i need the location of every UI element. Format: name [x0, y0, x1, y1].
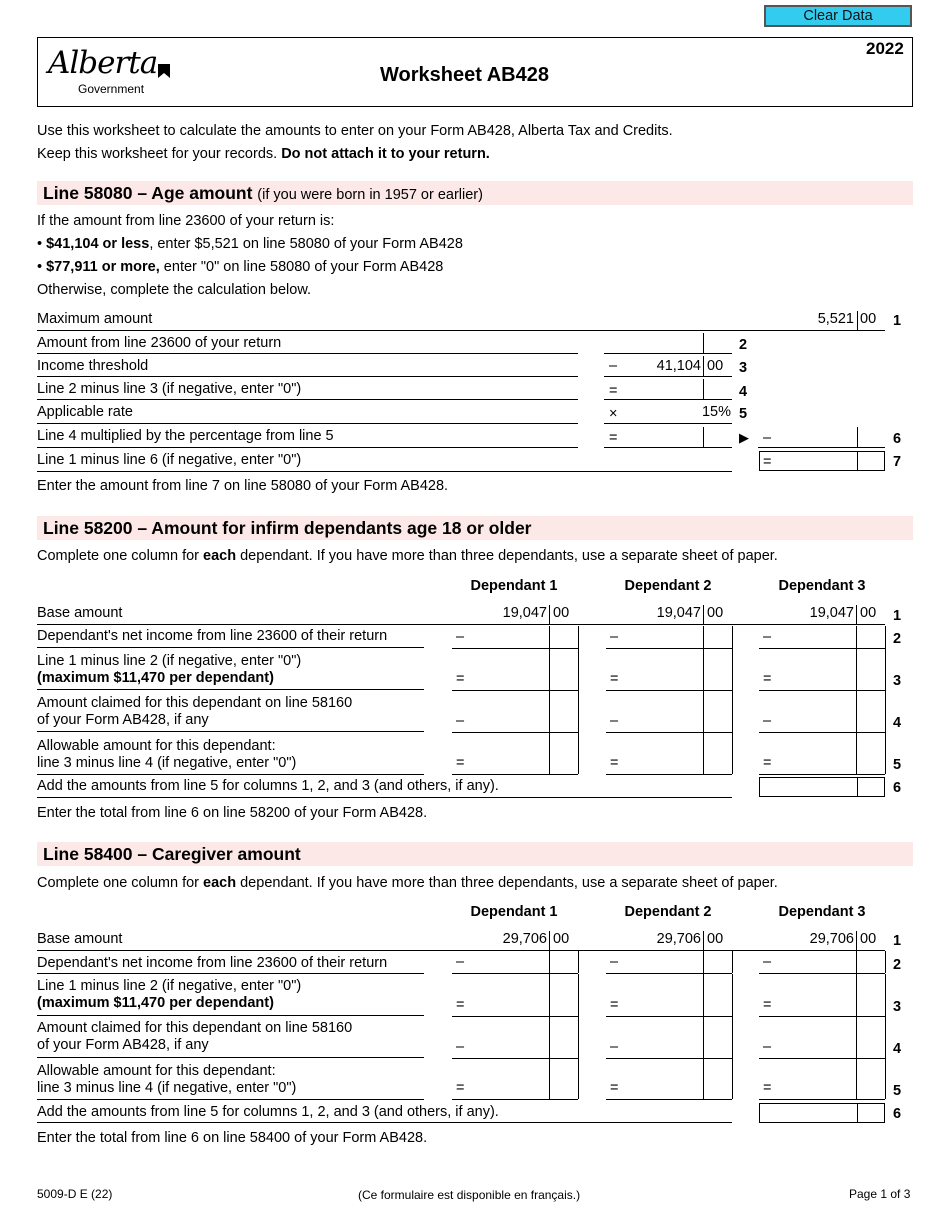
- minus-sign: –: [763, 954, 772, 970]
- line-number: 3: [893, 999, 902, 1015]
- column-divider: [578, 732, 579, 774]
- minus-sign: –: [763, 1039, 772, 1055]
- infirm-dep3-line4-input[interactable]: [779, 690, 885, 732]
- caregiver-total-input[interactable]: [759, 1103, 885, 1123]
- age-title-text: Line 58080 – Age amount: [43, 183, 253, 203]
- cents-divider: [549, 951, 550, 973]
- age-bullet-2-bold: $77,911 or more,: [46, 259, 160, 275]
- minus-sign: –: [456, 1039, 465, 1055]
- line-number: 6: [893, 431, 902, 447]
- infirm-base-label: Base amount: [37, 605, 123, 621]
- infirm-dep2-line2-input[interactable]: [626, 626, 732, 646]
- minus-sign: –: [610, 629, 619, 645]
- rule: [37, 731, 424, 732]
- minus-sign: –: [763, 713, 772, 729]
- rule: [604, 376, 732, 377]
- minus-sign: –: [763, 629, 772, 645]
- cents-divider: [856, 931, 857, 950]
- infirm-instr-post: dependant. If you have more than three dependants, use a separate sheet of paper.: [236, 548, 778, 564]
- caregiver-dep1-line2-input[interactable]: [472, 951, 578, 971]
- line-number: 1: [893, 608, 902, 624]
- age-row-1-label: Maximum amount: [37, 311, 153, 327]
- rule: [37, 423, 578, 424]
- equals-sign: =: [610, 671, 619, 687]
- cents-divider: [856, 605, 857, 624]
- line-number: 4: [739, 384, 748, 400]
- infirm-dep2-line5-input[interactable]: [626, 732, 732, 774]
- line-number: 7: [893, 454, 902, 470]
- rule: [37, 471, 732, 472]
- cents-divider: [703, 333, 704, 353]
- cents-divider: [703, 626, 704, 648]
- column-divider: [732, 648, 733, 690]
- age-row-3-label: Income threshold: [37, 358, 149, 374]
- infirm-dep1-line3-input[interactable]: [472, 648, 578, 690]
- rule: [37, 376, 578, 377]
- page-title: Worksheet AB428: [380, 64, 549, 86]
- age-line6-mid-input[interactable]: [624, 426, 732, 447]
- caregiver-row4-label-b: of your Form AB428, if any: [37, 1037, 209, 1053]
- equals-sign: =: [763, 1080, 772, 1096]
- infirm-col-head-2: Dependant 2: [624, 578, 712, 594]
- minus-sign: –: [456, 629, 465, 645]
- rule: [758, 447, 885, 448]
- rule: [759, 774, 885, 775]
- infirm-row3-label-b: (maximum $11,470 per dependant): [37, 670, 274, 686]
- age-bullet-1-bold: $41,104 or less: [46, 236, 150, 252]
- caregiver-dep2-base-cents: 00: [707, 931, 724, 947]
- infirm-col-head-1: Dependant 1: [470, 578, 558, 594]
- caregiver-dep2-line2-input[interactable]: [626, 951, 732, 971]
- cents-divider: [703, 1058, 704, 1099]
- infirm-row2-label: Dependant's net income from line 23600 of their return: [37, 628, 388, 644]
- line-number: 2: [893, 631, 902, 647]
- age-condition: If the amount from line 23600 of your return is:: [37, 213, 335, 229]
- cents-divider: [703, 732, 704, 774]
- caregiver-dep2-line4-input[interactable]: [626, 1016, 732, 1058]
- line-number: 6: [893, 780, 902, 796]
- column-divider: [578, 1016, 579, 1058]
- rule: [37, 1099, 424, 1100]
- bullet-dot: •: [37, 236, 47, 252]
- cents-divider: [857, 311, 858, 330]
- age-bullet-1: [37, 235, 463, 253]
- infirm-dep3-line5-input[interactable]: [779, 732, 885, 774]
- caregiver-row4-label-a: Amount claimed for this dependant on line 58160: [37, 1020, 353, 1036]
- caregiver-instructions: [37, 874, 778, 892]
- minus-sign: –: [610, 1039, 619, 1055]
- line-number: 1: [893, 313, 902, 329]
- column-divider: [732, 732, 733, 774]
- column-divider: [578, 1058, 579, 1099]
- caregiver-dep3-line4-input[interactable]: [779, 1016, 885, 1058]
- cents-divider: [856, 690, 857, 732]
- infirm-row6-label: Add the amounts from line 5 for columns 1, 2, and 3 (and others, if any).: [37, 778, 499, 794]
- rule: [37, 1122, 732, 1123]
- page-number: Page 1 of 3: [849, 1187, 911, 1201]
- line-number: 5: [739, 406, 748, 422]
- infirm-row3-label-a: Line 1 minus line 2 (if negative, enter "0"): [37, 653, 302, 669]
- rule: [452, 624, 578, 625]
- form-code: 5009-D E (22): [37, 1187, 113, 1201]
- cents-divider: [703, 605, 704, 624]
- rule: [759, 1099, 885, 1100]
- caregiver-section-title: Line 58400 – Caregiver amount: [43, 844, 301, 864]
- column-divider: [732, 626, 733, 648]
- caregiver-col-head-3: Dependant 3: [778, 904, 866, 920]
- age-line4-input[interactable]: [624, 379, 732, 399]
- intro-line-1: Use this worksheet to calculate the amounts to enter on your Form AB428, Alberta Tax and Credits.: [37, 123, 673, 139]
- cents-divider: [856, 1058, 857, 1099]
- rule: [606, 624, 732, 625]
- infirm-instr-pre: Complete one column for: [37, 548, 204, 564]
- logo-wordmark: Alberta: [48, 45, 158, 81]
- rule: [604, 399, 732, 400]
- cents-divider: [549, 974, 550, 1016]
- minus-sign: –: [610, 954, 619, 970]
- age-row-6-label: Line 4 multiplied by the percentage from line 5: [37, 428, 334, 444]
- minus-sign: –: [763, 430, 772, 446]
- equals-sign: =: [763, 671, 772, 687]
- cents-divider: [856, 951, 857, 973]
- rule: [606, 774, 732, 775]
- caregiver-dep3-line5-input[interactable]: [779, 1058, 885, 1099]
- cents-divider: [549, 931, 550, 950]
- column-divider: [578, 690, 579, 732]
- infirm-col-head-3: Dependant 3: [778, 578, 866, 594]
- age-bullet-2: [37, 258, 443, 276]
- cents-divider: [857, 427, 858, 447]
- caregiver-row3-label-b: (maximum $11,470 per dependant): [37, 995, 274, 1011]
- age-row-7-label: Line 1 minus line 6 (if negative, enter "0"): [37, 452, 302, 468]
- line-number: 6: [893, 1106, 902, 1122]
- cents-divider: [857, 452, 858, 470]
- equals-sign: =: [609, 430, 618, 446]
- rule: [452, 1099, 578, 1100]
- minus-sign: –: [456, 954, 465, 970]
- infirm-dep2-base-cents: 00: [707, 605, 724, 621]
- line-number: 1: [893, 933, 902, 949]
- rule: [37, 399, 578, 400]
- caregiver-row5-label-b: line 3 minus line 4 (if negative, enter "0"): [37, 1080, 297, 1096]
- infirm-row5-label-b: line 3 minus line 4 (if negative, enter "0"): [37, 755, 297, 771]
- column-divider: [732, 974, 733, 1016]
- intro-line-2-bold: Do not attach it to your return.: [281, 146, 490, 162]
- infirm-dep1-line5-input[interactable]: [472, 732, 578, 774]
- column-divider: [885, 951, 886, 973]
- clear-data-button[interactable]: Clear Data: [764, 5, 912, 27]
- age-max-amount-dollars: 5,521: [817, 311, 854, 327]
- cents-divider: [549, 732, 550, 774]
- infirm-dep1-base-cents: 00: [553, 605, 570, 621]
- tax-year: 2022: [866, 39, 904, 58]
- age-line7-input[interactable]: [759, 451, 885, 471]
- caregiver-dep3-line2-input[interactable]: [779, 951, 885, 971]
- cents-divider: [549, 626, 550, 648]
- caregiver-instr-pre: Complete one column for: [37, 875, 204, 891]
- cents-divider: [703, 1016, 704, 1058]
- infirm-total-input[interactable]: [759, 777, 885, 797]
- infirm-row4-label-a: Amount claimed for this dependant on line 58160: [37, 695, 353, 711]
- infirm-footer: Enter the total from line 6 on line 58200 of your Form AB428.: [37, 805, 428, 821]
- line-number: 5: [893, 1083, 902, 1099]
- caregiver-dep3-base-dollars: 29,706: [809, 931, 854, 947]
- cents-divider: [856, 974, 857, 1016]
- line-number: 5: [893, 757, 902, 773]
- rule: [37, 797, 732, 798]
- infirm-dep1-line2-input[interactable]: [472, 626, 578, 646]
- equals-sign: =: [610, 755, 619, 771]
- line-number: 4: [893, 1041, 902, 1057]
- minus-sign: –: [456, 713, 465, 729]
- infirm-dep1-line4-input[interactable]: [472, 690, 578, 732]
- column-divider: [578, 648, 579, 690]
- age-otherwise: Otherwise, complete the calculation below.: [37, 282, 312, 298]
- column-divider: [578, 951, 579, 973]
- logo-flag-icon: [158, 64, 170, 78]
- rule: [759, 624, 885, 625]
- age-title-note: (if you were born in 1957 or earlier): [257, 187, 483, 203]
- cents-divider: [703, 648, 704, 690]
- equals-sign: =: [456, 997, 465, 1013]
- column-divider: [732, 1016, 733, 1058]
- rule: [606, 1099, 732, 1100]
- rule: [37, 647, 424, 648]
- cents-divider: [703, 690, 704, 732]
- rule: [37, 689, 424, 690]
- equals-sign: =: [610, 997, 619, 1013]
- caregiver-dep1-line4-input[interactable]: [472, 1016, 578, 1058]
- line-number: 2: [893, 957, 902, 973]
- rule: [604, 423, 732, 424]
- cents-divider: [856, 732, 857, 774]
- rule: [604, 353, 732, 354]
- times-sign: ×: [609, 406, 618, 422]
- cents-divider: [549, 648, 550, 690]
- intro-line-2-text: Keep this worksheet for your records.: [37, 146, 282, 162]
- cents-divider: [703, 974, 704, 1016]
- infirm-row4-label-b: of your Form AB428, if any: [37, 712, 209, 728]
- infirm-dep3-line3-input[interactable]: [779, 648, 885, 690]
- cents-divider: [703, 356, 704, 376]
- caregiver-base-label: Base amount: [37, 931, 123, 947]
- cents-divider: [703, 427, 704, 447]
- line-number: 3: [739, 360, 748, 376]
- infirm-dep2-base-dollars: 19,047: [656, 605, 701, 621]
- caregiver-dep1-line3-input[interactable]: [472, 974, 578, 1016]
- caregiver-dep2-line3-input[interactable]: [626, 974, 732, 1016]
- rule: [37, 774, 424, 775]
- age-rate: 15%: [701, 404, 731, 420]
- caregiver-instr-bold: each: [203, 875, 237, 891]
- rule: [604, 447, 732, 448]
- column-divider: [578, 974, 579, 1016]
- column-divider: [732, 1058, 733, 1099]
- caregiver-row5-label-a: Allowable amount for this dependant:: [37, 1063, 276, 1079]
- cents-divider: [703, 951, 704, 973]
- cents-divider: [549, 1016, 550, 1058]
- cents-divider: [703, 379, 704, 399]
- infirm-instructions: [37, 547, 778, 565]
- caregiver-dep1-base-dollars: 29,706: [502, 931, 547, 947]
- age-line2-input[interactable]: [604, 333, 732, 354]
- infirm-dep1-base-dollars: 19,047: [502, 605, 547, 621]
- logo-subtitle: Government: [78, 82, 145, 96]
- infirm-instr-bold: each: [203, 548, 237, 564]
- rule: [37, 330, 885, 331]
- line-number: 3: [893, 673, 902, 689]
- infirm-dep3-line2-input[interactable]: [779, 626, 885, 646]
- infirm-row5-label-a: Allowable amount for this dependant:: [37, 738, 276, 754]
- caregiver-instr-post: dependant. If you have more than three dependants, use a separate sheet of paper.: [236, 875, 778, 891]
- age-max-amount-cents: 00: [860, 311, 877, 327]
- caregiver-col-head-2: Dependant 2: [624, 904, 712, 920]
- column-divider: [732, 690, 733, 732]
- caregiver-dep3-base-cents: 00: [860, 931, 877, 947]
- cents-divider: [856, 648, 857, 690]
- infirm-dep3-base-dollars: 19,047: [809, 605, 854, 621]
- age-row-2-label: Amount from line 23600 of your return: [37, 335, 282, 351]
- caregiver-dep2-base-dollars: 29,706: [656, 931, 701, 947]
- alberta-logo: [46, 44, 181, 100]
- rule: [37, 1057, 424, 1058]
- line-number: 4: [893, 715, 902, 731]
- column-divider: [885, 626, 886, 648]
- cents-divider: [549, 1058, 550, 1099]
- rule: [452, 774, 578, 775]
- column-divider: [885, 648, 886, 690]
- rule: [37, 447, 578, 448]
- rule: [37, 973, 424, 974]
- age-section-title: [43, 181, 483, 207]
- column-divider: [885, 1016, 886, 1058]
- column-divider: [885, 732, 886, 774]
- equals-sign: =: [763, 454, 772, 470]
- bullet-dot: •: [37, 259, 47, 275]
- rule: [37, 353, 578, 354]
- rule: [37, 1015, 424, 1016]
- french-note: (Ce formulaire est disponible en français.): [358, 1188, 581, 1202]
- caregiver-row6-label: Add the amounts from line 5 for columns 1, 2, and 3 (and others, if any).: [37, 1104, 499, 1120]
- caregiver-row3-label-a: Line 1 minus line 2 (if negative, enter "0"): [37, 978, 302, 994]
- column-divider: [578, 626, 579, 648]
- caregiver-dep2-line5-input[interactable]: [626, 1058, 732, 1099]
- arrow-icon: ▶: [739, 430, 749, 445]
- cents-divider: [857, 1104, 858, 1122]
- minus-sign: –: [610, 713, 619, 729]
- cents-divider: [703, 931, 704, 950]
- column-divider: [885, 1058, 886, 1099]
- equals-sign: =: [456, 755, 465, 771]
- caregiver-dep1-base-cents: 00: [553, 931, 570, 947]
- infirm-dep3-base-cents: 00: [860, 605, 877, 621]
- age-bullet-1-text: , enter $5,521 on line 58080 of your Form AB428: [149, 236, 463, 252]
- cents-divider: [856, 1016, 857, 1058]
- cents-divider: [856, 626, 857, 648]
- age-row-4-label: Line 2 minus line 3 (if negative, enter "0"): [37, 381, 302, 397]
- age-row-5-label: Applicable rate: [37, 404, 133, 420]
- caregiver-row2-label: Dependant's net income from line 23600 of their return: [37, 955, 388, 971]
- equals-sign: =: [763, 997, 772, 1013]
- equals-sign: =: [456, 1080, 465, 1096]
- cents-divider: [549, 690, 550, 732]
- infirm-dep2-line4-input[interactable]: [626, 690, 732, 732]
- caregiver-col-head-1: Dependant 1: [470, 904, 558, 920]
- minus-sign: –: [609, 358, 618, 374]
- column-divider: [885, 690, 886, 732]
- caregiver-dep3-line3-input[interactable]: [779, 974, 885, 1016]
- equals-sign: =: [456, 671, 465, 687]
- line-number: 2: [739, 337, 748, 353]
- cents-divider: [857, 778, 858, 796]
- equals-sign: =: [609, 383, 618, 399]
- cents-divider: [549, 605, 550, 624]
- age-threshold-cents: 00: [707, 358, 724, 374]
- equals-sign: =: [763, 755, 772, 771]
- equals-sign: =: [610, 1080, 619, 1096]
- age-threshold-dollars: 41,104: [656, 358, 701, 374]
- caregiver-dep1-line5-input[interactable]: [472, 1058, 578, 1099]
- infirm-dep2-line3-input[interactable]: [626, 648, 732, 690]
- column-divider: [732, 951, 733, 973]
- column-divider: [885, 974, 886, 1016]
- intro-line-2: [37, 145, 490, 163]
- infirm-section-title: Line 58200 – Amount for infirm dependants age 18 or older: [43, 518, 532, 538]
- age-line6-input[interactable]: [778, 426, 885, 447]
- age-footer: Enter the amount from line 7 on line 58080 of your Form AB428.: [37, 478, 449, 494]
- caregiver-footer: Enter the total from line 6 on line 58400 of your Form AB428.: [37, 1130, 428, 1146]
- age-bullet-2-text: enter "0" on line 58080 of your Form AB428: [159, 259, 444, 275]
